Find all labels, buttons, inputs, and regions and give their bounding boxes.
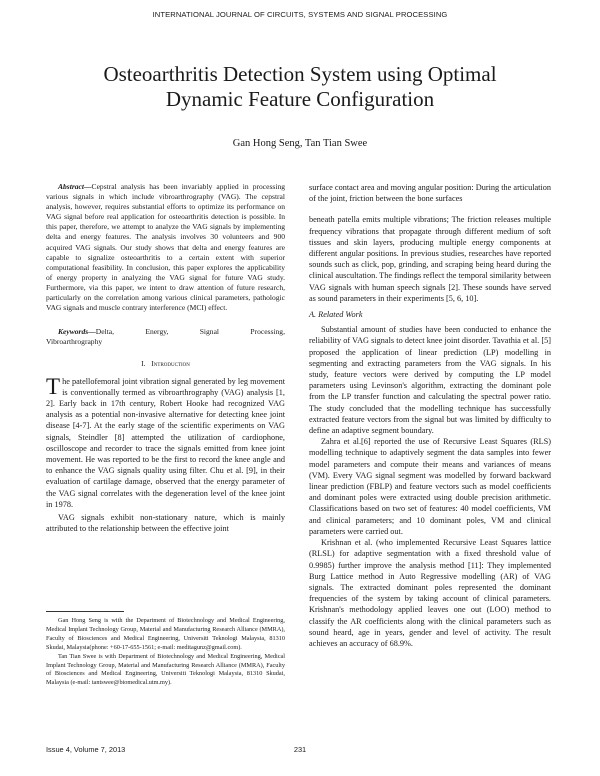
keywords-dash: — (88, 327, 96, 337)
drop-cap: T (46, 373, 61, 399)
intro-paragraph-1 (46, 373, 285, 510)
intro-text-1: he patellofemoral joint vibration signal generated by leg movement is conventionally termed as vibroarthrography (VAG) analysis [1, 2]. Early back in 17th century, Robert Hooke had recognized VAG analysis as a potential non-invasive alternative for detecting knee joint disease [4-7]. At the early stage of the scientific experiments on VAG signals, Steindler [8] attempted the utilization of cardiophone, oscilloscope and recorder to trace the signals emitted from knee joint movement. He was reported to be the first to record the knee angle and to enhance the VAG signals quality using filter. Chu et al. [9], in their evaluation of cartilage damage, observed that the energy parameter of the VAG signal correlates with the degeneration level of the knee joint in 1978. (46, 376, 285, 509)
footer-page-number: 231 (293, 745, 307, 754)
section-heading-introduction (46, 359, 285, 369)
abstract-dash: — (84, 182, 92, 191)
keyword-vibroarthrography: Vibroarthrography (46, 337, 103, 347)
abstract-label: Abstract (58, 182, 84, 191)
paper-title (40, 62, 560, 112)
abstract-text: Cepstral analysis has been invariably applied in processing various signals in which include vibroarthrography (VAG). The cepstral analysis, however, requires substantial efforts to optimize its performance on VAG signal before real application for osteoarthritis detection is possible. In this paper, therefore, we attempt to analyze the VAG signals by implementing delta and energy features. The analysis involves 30 volunteers and 900 acquired VAG signals. Our study shows that delta and energy features are capable to signalize osteoarthritis to a certain extent with superior computational feasibility. In conclusion, this paper explores the applicability of energy property in analyzing the VAG signal for future VAG study. Furthermore, via this paper, we intent to draw attention of future research, particularly on the correlation among various clinical parameters, pathologic VAG signals and muscle contrary interference (MCI) effect. (46, 182, 285, 313)
journal-header: INTERNATIONAL JOURNAL OF CIRCUITS, SYSTEMS AND SIGNAL PROCESSING (152, 10, 448, 19)
section-title: Introduction (151, 359, 190, 369)
keyword-energy: Energy, (145, 327, 169, 337)
footnote-author-2: Tan Tian Swee is with Department of Biotechnology and Medical Engineering, Medical Implant Technology Group, Material and Manufacturing Research Alliance (MMRA), Faculty of Biosciences and Medical Engineering, Universiti Teknologi Malaysia, 81310 Skudai, Malaysia (e-mail: tantswee@biomedical.utm.my). (46, 652, 285, 687)
title-line-2: Dynamic Feature Configuration (165, 87, 435, 111)
footer-issue: Issue 4, Volume 7, 2013 (46, 745, 126, 754)
footnote-rule (46, 611, 124, 612)
footnotes (46, 617, 285, 688)
right-column (309, 182, 551, 649)
keywords (46, 327, 285, 337)
keywords-label: Keywords (58, 327, 89, 337)
keyword-delta: Delta, (95, 327, 114, 337)
author-list: Gan Hong Seng, Tan Tian Swee (232, 138, 368, 149)
right-paragraph-1: surface contact area and moving angular position: During the articulation of the joint, friction between the bone surfaces (309, 183, 551, 204)
related-work-paragraph-3: Krishnan et al. (who implemented Recursive Least Squares lattice (RLSL) for adaptive segmentation with a fixed threshold value of 0.9985) further improve the analysis method [11]: They implemented Burg Lattice method in Auto Regressive modelling (AR) of VAG signals. The extracted dominant poles represented the dominant frequencies of the system by taking account of clinical parameters. Krishnan's methodology applied leaves one out (LOO) method to classify the AR coefficients along with the clinical parameters such as sound heard, age in years, gender and level of activity. The result achieves an accuracy of 68.9%. (309, 538, 551, 648)
section-number: I. (141, 359, 146, 369)
subsection-heading-related-work: A. Related Work (309, 310, 363, 320)
related-work-paragraph-2: Zahra et al.[6] reported the use of Recursive Least Squares (RLS) modelling technique to adaptively segment the data samples into fewer model parameters and compute their means and variances of means (VM). Every VAG signal segment was modelled by forward backward linear prediction (FBLP) and feature vectors such as model coefficients and dominant poles were extracted using double precision arithmetic. Classifications based on two set of features: 40 model coefficients, VM and clinical parameters; and 10 dominant poles, VM and clinical parameters were carried out. (309, 437, 551, 536)
intro-paragraph-2: VAG signals exhibit non-stationary nature, which is mainly attributed to the relationship between the effective joint (46, 512, 285, 534)
abstract (46, 182, 285, 313)
right-paragraph-2: beneath patella emits multiple vibrations; The friction releases multiple frequency vibrations that propagate through different medium of soft tissues and skin layers, producing multiple energy components at different angular positions. In previous studies, researches have reported sounds such as click, pop, grinding, and scraping being heard during the clinical auscultation. The findings reflect the temporal similarity between VAG signals with human speech signals [2]. These sounds have served as sound parameters in their experiments [5, 6, 10]. (309, 215, 551, 303)
title-line-1: Osteoarthritis Detection System using Optimal (103, 62, 497, 86)
keyword-processing: Processing, (250, 327, 285, 337)
footnote-author-1: Gan Hong Seng is with the Department of Biotechnology and Medical Engineering, Medical Implant Technology Group, Material and Manufacturing Research Alliance (MMRA), Faculty of Biosciences and Medical Engineering, Universiti Teknologi Malaysia, 81310 Skudai, Malaysia(phone: +60-17-655-1561; e-mail: meditagunz@gmail.com). (46, 617, 285, 651)
related-work-paragraph-1: Substantial amount of studies have been conducted to enhance the reliability of VAG signals to detect knee joint disorder. Tavathia et al. [5] proposed the application of linear prediction (LP) modelling in segmenting and extracting parameters from the VAG signals. In his study, feature vectors were derived by computing the LP model parameters using Levinson's algorithm, extracting the dominant pole from the LP transfer function and calculating the spectral power ratio. The study concluded that the modelling technique has successfully extracted feature vectors from the signal but was limited by difficulty to define an adaptive segment boundary. (309, 325, 551, 436)
left-column (46, 182, 285, 534)
keyword-signal: Signal (199, 327, 220, 337)
